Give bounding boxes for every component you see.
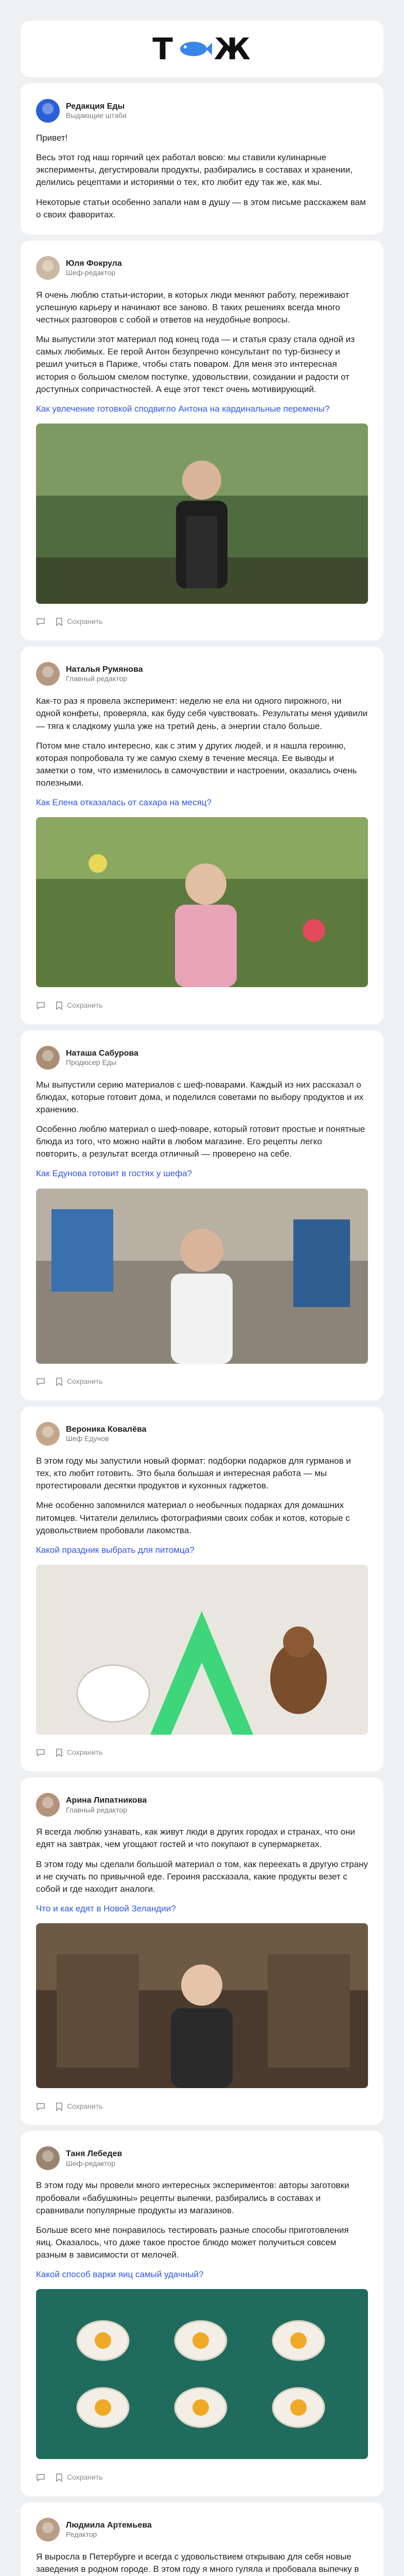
author-name: Юля Фокрула [66,259,122,268]
article-link[interactable]: Как Елена отказалась от сахара на месяц? [36,798,212,808]
header [21,21,383,77]
save-action[interactable] [55,1377,103,1387]
article-actions [36,2472,368,2483]
avatar [36,1422,60,1446]
intro-paragraph: Весь этот год наш горячий цех работал вовсю: мы ставили кулинарные эксперименты, дегустировали продукты, разбирались в составах и хранении, делились рецептами и историями о тех, кто любит еду так же, как мы. [36,152,353,188]
article-paragraph: Мне особенно запомнился материал о необычных подарках для домашних питомцев. Читатели делились фотографиями своих собак и котов, которые с удовольствием пробовали лакомства. [36,1500,350,1535]
fish-logo-icon [176,39,212,59]
save-label: Сохранить [67,1748,103,1757]
save-label: Сохранить [67,2102,103,2110]
article-card [21,2131,383,2496]
article-card [21,2502,383,2576]
article-paragraph: Больше всего мне понравилось тестировать разные способы приготовления яиц. Оказалось, что даже такое простое блюдо может получиться совсем разным в зависимости от мелочей. [36,2225,349,2260]
article-photo[interactable] [36,817,368,987]
comment-icon [36,1748,45,1757]
article-link[interactable]: Какой праздник выбрать для питомца? [36,1545,195,1555]
author [36,2518,368,2541]
article-photo[interactable] [36,423,368,604]
author [36,2146,368,2170]
author [36,1046,368,1070]
article-card [21,241,383,641]
article-card [21,1030,383,1400]
article-paragraph: В этом году мы запустили новый формат: подборки подарков для гурманов и тех, кто любит готовить. Это была большая и интересная работа — мы протестировали десятки продуктов и кухонных гаджетов. [36,1456,351,1491]
avatar [36,2518,60,2541]
author-role: Выдающие штаби [66,111,127,120]
avatar [36,1793,60,1817]
author [36,1422,368,1446]
greeting: Привет! [36,133,68,143]
comment-action[interactable] [36,1748,45,1757]
article-card [21,1406,383,1771]
comment-icon [36,2102,45,2111]
save-label: Сохранить [67,1377,103,1386]
author-role: Шеф Едунов [66,1434,109,1443]
article-link[interactable]: Что и как едят в Новой Зеландии? [36,1903,176,1913]
author-name: Наташа Сабурова [66,1048,138,1058]
comment-action[interactable] [36,1001,45,1010]
bookmark-icon [55,1377,64,1386]
author-name: Редакция Еды [66,102,125,111]
intro-card [21,83,383,234]
author [36,256,368,280]
article-paragraph: Потом мне стало интересно, как с этим у других людей, и я нашла героиню, которая попробовала ту же самую схему в течение месяца. Ее выводы и заметки о том, что изменилось в самочувствии и настроении, оказались очень полезными. [36,740,357,788]
article-link[interactable]: Какой способ варки яиц самый удачный? [36,2269,204,2280]
author-name: Людмила Артемьева [66,2520,152,2530]
avatar [36,2146,60,2170]
comment-icon [36,2473,45,2482]
author-role: Главный редактор [66,674,128,683]
logo-letter-left: Т [152,31,174,66]
article-paragraph: В этом году мы провели много интересных экспериментов: авторы заготовки пробовали «бабушкины» рецепты выпечки, разбирались в составах и сравнивали популярные продукты из магазинов. [36,2180,349,2215]
article-actions [36,617,368,627]
article-actions [36,2102,368,2112]
article-actions [36,1748,368,1758]
logo-letter-right: Ж [214,31,252,66]
comment-action[interactable] [36,617,45,626]
bookmark-icon [55,617,64,626]
save-action[interactable] [55,2472,103,2483]
author [36,1793,368,1817]
bookmark-icon [55,2473,64,2482]
article-paragraph: Я выросла в Петербурге и всегда с удовольствием открываю для себя новые заведения в родном городе. В этом году я много гуляла и пробовала выпечку в [36,2551,359,2574]
save-label: Сохранить [67,2472,103,2481]
save-action[interactable] [55,617,103,627]
author-role: Шеф-редактор [66,268,116,277]
avatar [36,99,60,123]
article-photo[interactable] [36,1923,368,2088]
avatar [36,256,60,280]
save-action[interactable] [55,1001,103,1011]
avatar [36,662,60,686]
author-name: Вероника Ковалёва [66,1425,147,1434]
bookmark-icon [55,1748,64,1757]
brand-logo[interactable] [152,28,252,70]
author-name: Арина Липатникова [66,1796,147,1805]
comment-icon [36,1377,45,1386]
author [36,99,368,123]
author-name: Наталья Румянова [66,665,143,674]
intro-paragraph: Некоторые статьи особенно запали нам в душу — в этом письме расскажем вам о своих фаворитах. [36,197,366,219]
comment-action[interactable] [36,2473,45,2482]
article-link[interactable]: Как увлечение готовкой сподвигло Антона на кардинальные перемены? [36,403,330,414]
article-card [21,1777,383,2125]
avatar [36,1046,60,1070]
article-photo[interactable] [36,2289,368,2459]
article-paragraph: Как-то раз я провела эксперимент: неделю не ела ни одного пирожного, ни одной конфеты, проверяла, как буду себя чувствовать. Результаты меня удивили — тяга к сладкому ушла уже на третий день, а энергии стало больше. [36,696,368,731]
article-paragraph: Я очень люблю статьи-истории, в которых люди меняют работу, переживают успешную карьеру и начинают все заново. В таких решениях всегда много честных разговоров с собой и ответов на неудобные вопросы. [36,290,349,325]
article-paragraph: Мы выпустили этот материал под конец года — и статья сразу стала одной из самых любимых. Ее герой Антон безупречно консультант по тур-бизнесу и решил учиться в Париже, чтобы стать поваром. Для меня это интересная история о большом смелом поступке, удовольствии, созидании и радости от доступных сопричастностей. А еще этот текст очень мотивирующий. [36,334,355,394]
bookmark-icon [55,2102,64,2111]
article-paragraph: В этом году мы сделали большой материал о том, как переехать в другую страну и не скучать по привычной еде. Героиня рассказала, какие продукты везет с собой и где находит аналоги. [36,1859,368,1894]
article-paragraph: Мы выпустили серию материалов с шеф-поварами. Каждый из них рассказал о блюдах, которые готовит дома, и поделился советами по выбору продуктов и их хранению. [36,1079,364,1114]
author-role: Продюсер Еды [66,1058,117,1066]
article-card [21,647,383,1024]
article-link[interactable]: Как Едунова готовит в гостях у шефа? [36,1168,192,1179]
author-role: Главный редактор [66,1805,128,1814]
comment-action[interactable] [36,2102,45,2111]
article-actions [36,1377,368,1387]
article-photo[interactable] [36,1189,368,1364]
author-role: Редактор [66,2530,97,2538]
save-action[interactable] [55,2102,103,2112]
save-label: Сохранить [67,617,103,626]
bookmark-icon [55,1001,64,1010]
save-action[interactable] [55,1748,103,1758]
comment-icon [36,617,45,626]
article-actions [36,1001,368,1011]
article-paragraph: Я всегда люблю узнавать, как живут люди в других городах и странах, что они едят на завтрак, чем угощают гостей и что покупают в супермаркетах. [36,1827,355,1850]
save-label: Сохранить [67,1001,103,1009]
author [36,662,368,686]
author-name: Таня Лебедев [66,2149,122,2159]
comment-action[interactable] [36,1377,45,1386]
article-photo[interactable] [36,1565,368,1735]
author-role: Шеф-редактор [66,2159,116,2167]
comment-icon [36,1001,45,1010]
article-paragraph: Особенно люблю материал о шеф-поваре, который готовит простые и понятные блюда из того, что можно найти в любом магазине. Его рецепты легко повторить, а результат всегда отличный — проверено на себе. [36,1124,365,1159]
